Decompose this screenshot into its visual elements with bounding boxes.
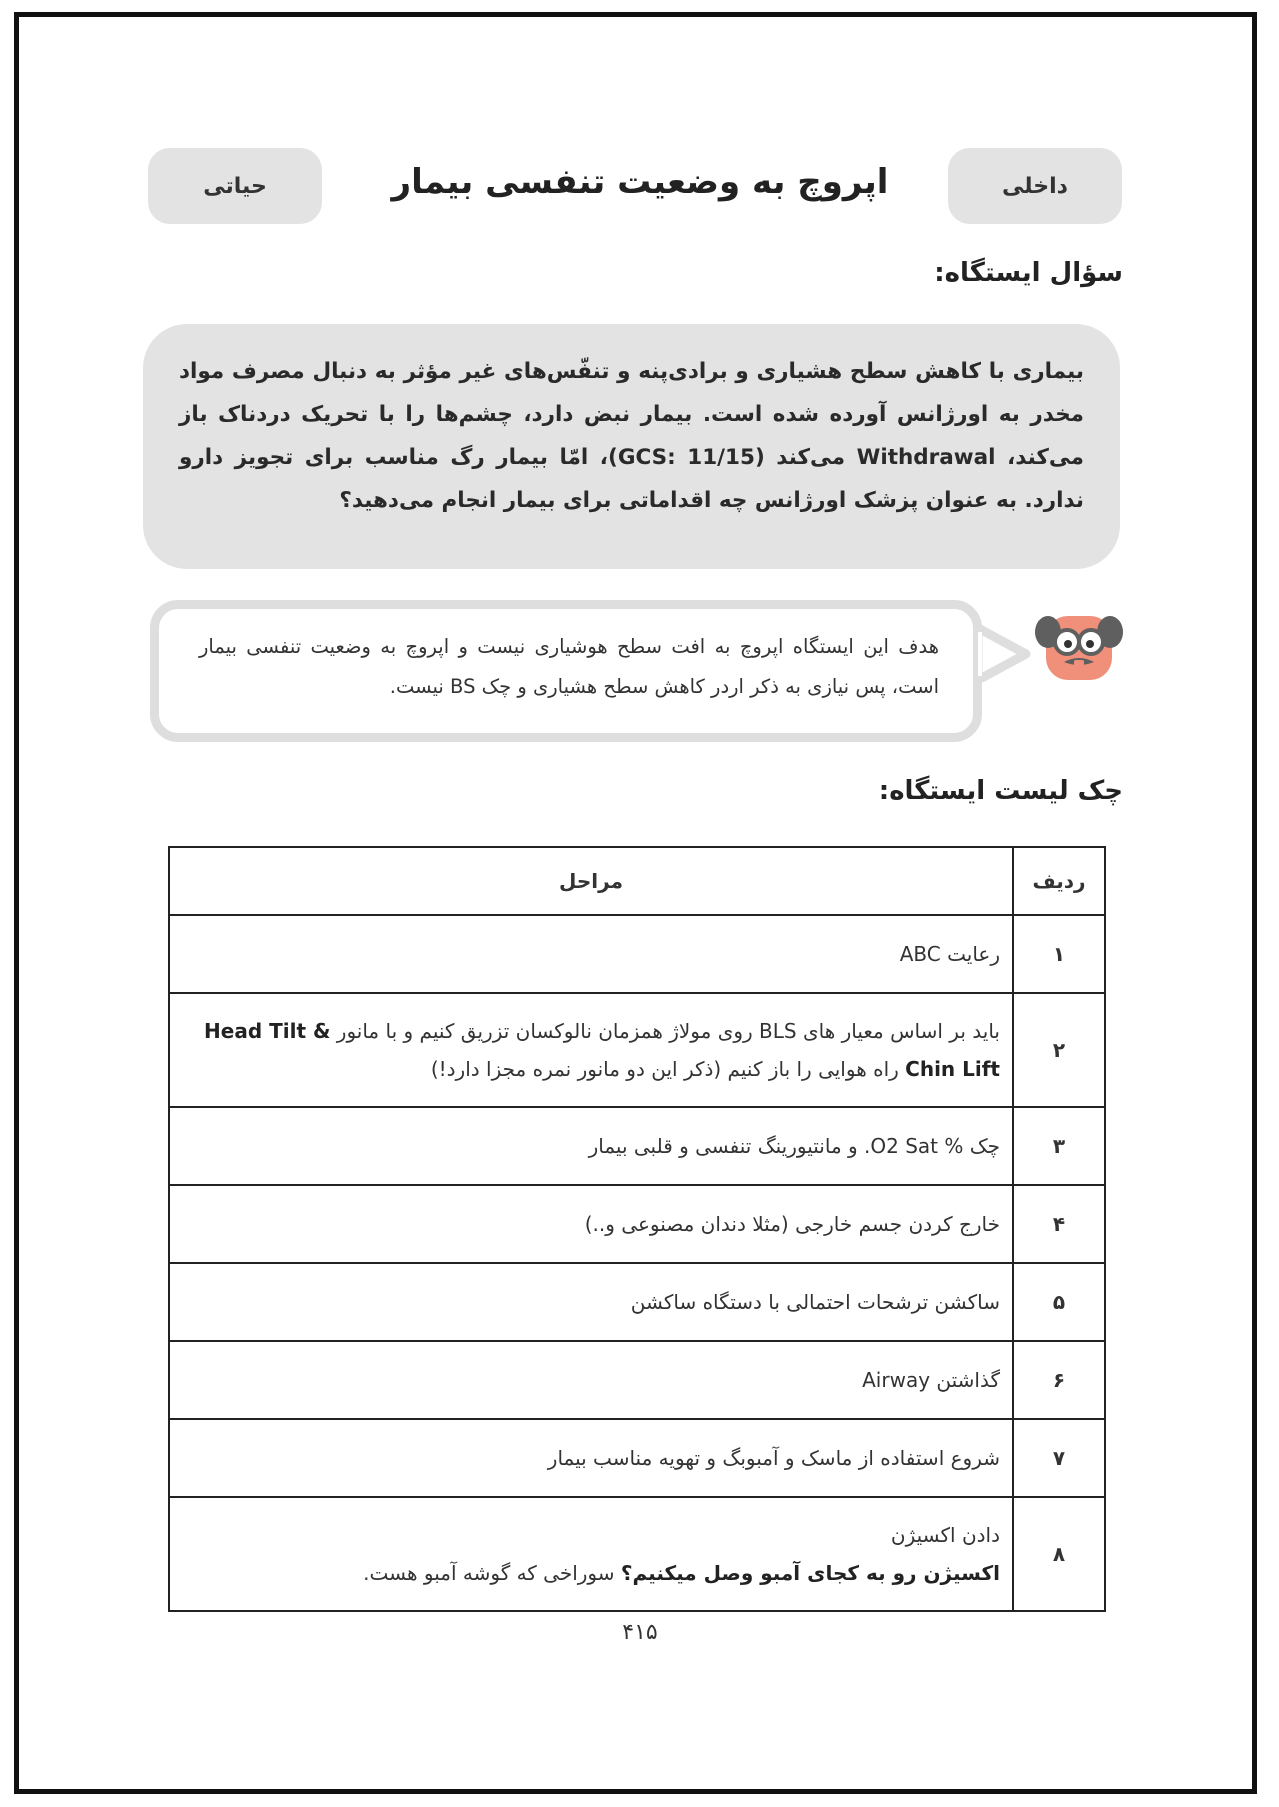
checklist-table — [168, 846, 1106, 1612]
step-answer: سوراخی که گوشه آمبو هست. — [363, 1561, 621, 1585]
step-text: ساکشن ترشحات احتمالی با دستگاه ساکشن — [169, 1263, 1013, 1341]
row-number: ۳ — [1013, 1107, 1105, 1185]
table-row — [169, 1263, 1105, 1341]
table-header-row — [169, 847, 1105, 915]
column-header-steps: مراحل — [169, 847, 1013, 915]
table-row — [169, 993, 1105, 1107]
step-text-part: باید بر اساس معیار های BLS روی مولاژ همزمان نالوکسان تزریق کنیم و با مانور — [330, 1019, 1000, 1043]
checklist-heading: چک لیست ایستگاه: — [878, 776, 1123, 806]
step-text: رعایت ABC — [169, 915, 1013, 993]
step-text: چک % O2 Sat. و مانتیورینگ تنفسی و قلبی بیمار — [169, 1107, 1013, 1185]
row-number: ۱ — [1013, 915, 1105, 993]
step-text-line — [182, 1554, 1000, 1592]
step-text: شروع استفاده از ماسک و آمبوبگ و تهویه مناسب بیمار — [169, 1419, 1013, 1497]
row-number: ۶ — [1013, 1341, 1105, 1419]
step-text: خارج کردن جسم خارجی (مثلا دندان مصنوعی و..) — [169, 1185, 1013, 1263]
table-row — [169, 1107, 1105, 1185]
step-text: گذاشتن Airway — [169, 1341, 1013, 1419]
step-text-line: دادن اکسیژن — [890, 1523, 1000, 1547]
row-number: ۷ — [1013, 1419, 1105, 1497]
professor-avatar-icon — [1034, 602, 1124, 684]
page-title: اپروچ به وضعیت تنفسی بیمار — [391, 162, 889, 202]
note-speech-bubble: هدف این ایستگاه اپروچ به افت سطح هوشیاری نیست و اپروچ به وضعیت تنفسی بیمار است، پس نیازی به ذکر اردر کاهش سطح هشیاری و چک BS نیست. — [150, 600, 982, 742]
table-row — [169, 1497, 1105, 1611]
question-heading: سؤال ایستگاه: — [934, 258, 1123, 288]
category-tag-internal: داخلی — [948, 148, 1122, 224]
table-row — [169, 1185, 1105, 1263]
maneuver-name: Head Tilt & Chin Lift — [204, 1019, 1000, 1081]
step-text — [169, 993, 1013, 1107]
table-row — [169, 1419, 1105, 1497]
page-number: ۴۱۵ — [622, 1620, 658, 1645]
row-number: ۵ — [1013, 1263, 1105, 1341]
row-number: ۸ — [1013, 1497, 1105, 1611]
table-row — [169, 1341, 1105, 1419]
speech-bubble-tail — [978, 622, 1038, 682]
category-tag-vital: حیاتی — [148, 148, 322, 224]
column-header-row-number: ردیف — [1013, 847, 1105, 915]
row-number: ۲ — [1013, 993, 1105, 1107]
question-box: بیماری با کاهش سطح هشیاری و برادی‌پنه و تنفّس‌های غیر مؤثر به دنبال مصرف مواد مخدر به اورژانس آورده شده است. بیمار نبض دارد، چشم‌ها را با تحریک دردناک باز می‌کند، Withdrawal می‌کند (GCS: 11/15)، امّا بیمار رگ مناسب برای تجویز دارو ندارد. به عنوان پزشک اورژانس چه اقداماتی برای بیمار انجام می‌دهید؟ — [143, 324, 1120, 569]
step-text — [169, 1497, 1013, 1611]
row-number: ۴ — [1013, 1185, 1105, 1263]
table-row — [169, 915, 1105, 993]
step-text-part: راه هوایی را باز کنیم (ذکر این دو مانور نمره مجزا دارد!) — [430, 1057, 906, 1081]
step-question: اکسیژن رو به کجای آمبو وصل میکنیم؟ — [620, 1561, 1000, 1585]
